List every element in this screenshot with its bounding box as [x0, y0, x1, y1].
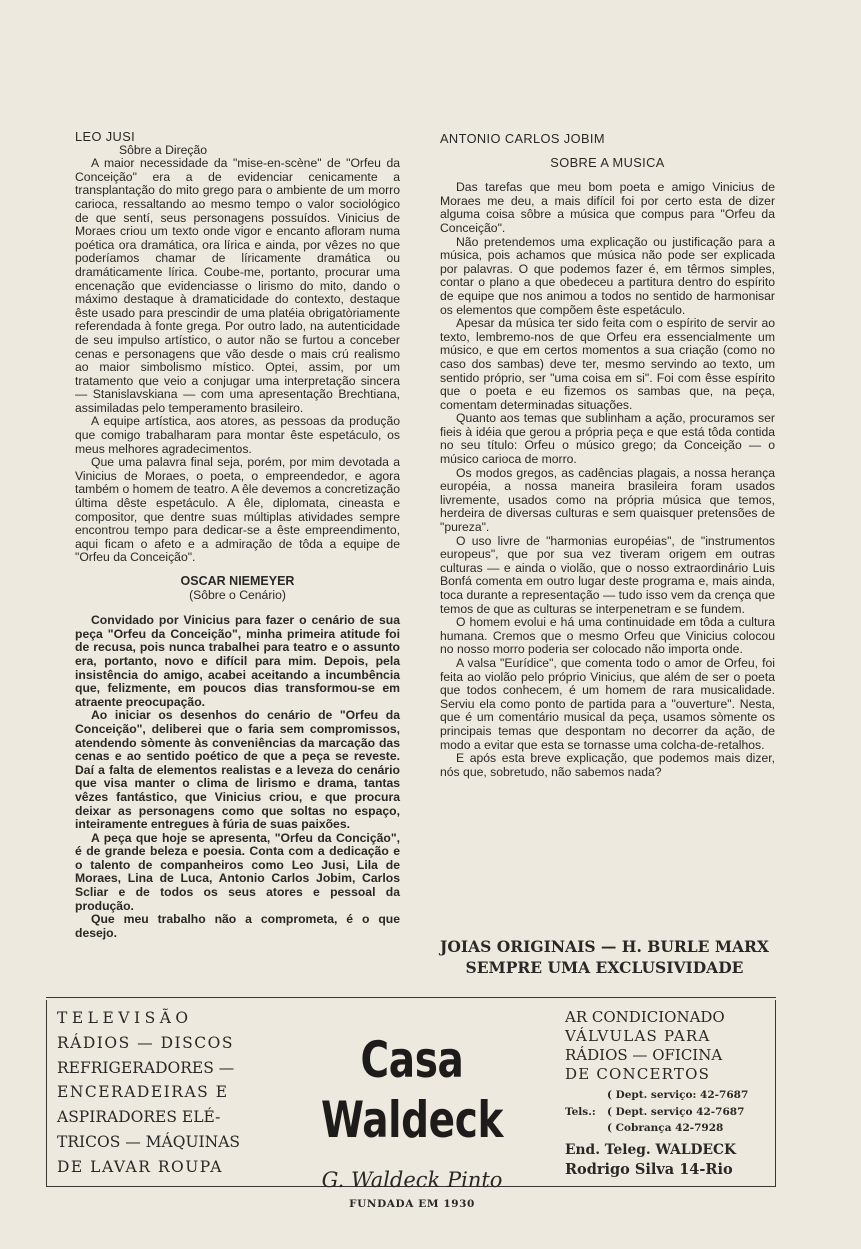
niemeyer-text — [75, 614, 400, 940]
paragraph: A maior necessidade da "mise-en-scène" de "Orfeu da Conceição" era a de evidenciar cenicamente a transplantação do mito grego para o ambiente de um morro carioca, ressaltando ao mesmo tempo o valor sociológico de que sentí, seus personagens possuídos. Vinicius de Moraes criou um texto onde vigor e encanto afloram numa poética ora dramática, ora lírica e ainda, por vêzes no que poderíamos chamar de líricamente dramática ou dramáticamente lírica. Coube-me, portanto, procurar uma encenação que evidenciasse o lirismo do mito, dando o máximo destaque à dramaticidade do contexto, destaque êste usado para prescindir de uma platéia obrigatòriamente referendada à fonte grega. Por outro lado, na autenticidade de seu impulso artístico, o autor não se furtou a conceber cenas e personagens que vão desde o mais crú realismo ao maior simbolismo místico. Optei, assim, por um tratamento que veio a conjugar uma interpretação sincera — Stanislavskiana — com uma apresentação Brechtiana, assimiladas pelo temperamento brasileiro. — [75, 156, 400, 415]
ad-line: DE LAVAR ROUPA — [57, 1157, 223, 1176]
paragraph: Que uma palavra final seja, porém, por mim devotada a Vinicius de Moraes, o poeta, o empreendedor, e agora também o homem de teatro. A êle devemos a concretização última dêste espetáculo. A êle, diplomata, cineasta e compositor, que dentre suas múltiplas atividades sempre encontrou tempo para dedicar-se a êste empreendimento, aqui ficam o afeto e a admiração de tôda a equipe de "Orfeu da Conceição". — [75, 455, 400, 565]
author-jobim: ANTONIO CARLOS JOBIM — [440, 131, 605, 146]
paragraph: O uso livre de "harmonias européias", de "instrumentos europeus", que por sua vez tiveram origem em outras culturas — e ainda o violão, que o nosso extraordinário Luis Bonfá comenta em outro lugar deste programa e, mais ainda, toca durante a representação — tudo isso vem da crença que temos de que as culturas se interpenetram e se fundem. — [440, 533, 775, 616]
phone-row — [565, 1104, 770, 1121]
left-column — [75, 130, 400, 940]
ad-line: ASPIRADORES ELÉ- — [57, 1108, 221, 1127]
ad-line: VÁLVULAS PARA — [565, 1027, 711, 1045]
casa-waldeck-logo: Casa Waldeck — [320, 1031, 504, 1149]
author-leo-jusi: LEO JUSI — [75, 129, 136, 144]
topic-cenario: (Sôbre o Cenário) — [189, 587, 286, 602]
ad-line: TELEVISÃO — [57, 1009, 193, 1027]
paragraph: A peça que hoje se apresenta, "Orfeu da Concição", é de grande beleza e poesia. Conta com a dedicação e o talento de companheiros como Leo Jusi, Lila de Moraes, Lina de Luca, Antonio Carlos Jobim, Carlos Scliar e de todos os seus atores e pessoal da produção. — [75, 830, 400, 913]
paragraph: A equipe artística, aos atores, as pessoas da produção que comigo trabalharam para montar êste espetáculo, os meus melhores agradecimentos. — [75, 414, 400, 456]
paragraph: Os modos gregos, as cadências plagais, a nossa herança européia, a nossa maneira brasileira foram usados livremente, usados como na própria música que temos, herdeira de diversas culturas e sem quaisquer pretensões de "pureza". — [440, 465, 775, 535]
telegraph-address: End. Teleg. WALDECK — [565, 1141, 737, 1158]
phone-list — [565, 1087, 770, 1137]
paragraph: O homem evolui e há uma continuidade em tôda a cultura humana. Cremos que o mesmo Orfeu que Vinicius colocou no nosso morro poderia ser colocado não importa onde. — [440, 615, 775, 657]
phone-number: ( Cobrança 42-7928 — [607, 1122, 724, 1134]
founded-year: FUNDADA EM 1930 — [349, 1198, 475, 1210]
burle-line-2: SEMPRE UMA EXCLUSIVIDADE — [465, 958, 744, 977]
street-address: Rodrigo Silva 14-Rio — [565, 1160, 733, 1178]
tels-label: Tels.: — [565, 1105, 596, 1118]
tel-spacer — [565, 1087, 607, 1104]
ad-line: DE CONCERTOS — [565, 1065, 711, 1083]
owner-signature: G. Waldeck Pinto — [321, 1168, 503, 1192]
ad-products-list — [57, 1006, 257, 1180]
casa-waldeck-ad — [46, 1000, 776, 1210]
phone-row — [565, 1120, 770, 1137]
topic-musica: SOBRE A MUSICA — [550, 154, 665, 170]
ad-services — [565, 1008, 770, 1179]
phone-number: ( Dept. serviço 42-7687 — [607, 1105, 745, 1118]
paragraph: Não pretendemos uma explicação ou justificação para a música, pois achamos que música não pode ser explicada por palavras. O que podemos fazer é, em têrmos simples, contar o plano a que obedeceu a partitura dentro do espírito de equipe que nos animou a todos no sentido de harmonisar os elementos que compõem êste espetáculo. — [440, 234, 775, 317]
tel-spacer — [565, 1120, 607, 1137]
ad-line: TRICOS — MÁQUINAS — [57, 1132, 241, 1151]
phone-number: ( Dept. serviço: 42-7687 — [607, 1089, 749, 1101]
ad-top-rule — [46, 997, 776, 998]
paragraph: Ao iniciar os desenhos do cenário de "Orfeu da Conceição", deliberei que o faria sem compromissos, atendendo sòmente às conveniências da marcação das cenas e ao sentido poético de que a peça se reveste. Daí a falta de elementos realistas e a leveza do cenário que visa manter o clima de lirismo e drama, tantas vêzes fantástico, que Vinicius criou, e que procura deixar as personagens como que soltas no espaço, inteiramente entregues à fúria de suas paixões. — [75, 708, 400, 832]
paragraph: Das tarefas que meu bom poeta e amigo Vinicius de Moraes me deu, a mais difícil foi por certo esta de dizer alguma coisa sôbre a música que compus para "Orfeu da Conceição". — [440, 180, 775, 235]
paragraph: Apesar da música ter sido feita com o espírito de servir ao texto, lembremo-nos de que Orfeu era essencialmente um músico, e que em certos momentos a sua criação (como no caso dos sambas) deve ter, mesmo servindo ao texto, um sentido próprio, ser "uma coisa em si". Foi com êsse espírito que o poeta e eu fizemos os sambas que, na peça, comentam determinadas situações. — [440, 316, 775, 412]
phone-row — [565, 1087, 770, 1104]
paragraph: E após esta breve explicação, que podemos mais dizer, nós que, sobretudo, não sabemos nada? — [440, 751, 775, 779]
ad-line: ENCERADEIRAS E — [57, 1083, 229, 1102]
ad-brand — [262, 1030, 562, 1210]
burle-marx-ad — [432, 936, 777, 978]
topic-direcao: Sôbre a Direção — [119, 142, 208, 157]
ad-line: AR CONDICIONADO — [565, 1008, 725, 1026]
paragraph: Quanto aos temas que sublinham a ação, procuramos ser fieis à idéia que gerou a própria peça e que está tôda contida no seu título: Orfeu o músico grego; da Conceição — o músico carioca de morro. — [440, 411, 775, 467]
ad-line: RÁDIOS — OFICINA — [565, 1046, 723, 1064]
ad-line: REFRIGERADORES — — [57, 1058, 235, 1077]
paragraph: Que meu trabalho não a comprometa, é o que desejo. — [75, 912, 400, 940]
paragraph: Convidado por Vinicius para fazer o cenário de sua peça "Orfeu da Conceição", minha primeira atitude foi de recusa, pois nunca trabalhei para teatro e o assunto era, portanto, novo e difícil para mim. Depois, pela insistência do amigo, acabei aceitando a incumbência que, felizmente, em poucos dias transformou-se em atraente preocupação. — [75, 613, 400, 709]
author-oscar-niemeyer: OSCAR NIEMEYER — [180, 574, 295, 588]
burle-line-1: JOIAS ORIGINAIS — H. BURLE MARX — [440, 937, 769, 956]
paragraph: A valsa "Eurídice", que comenta todo o amor de Orfeu, foi feita ao violão pelo próprio Vinicius, que além de ser o poeta que todos conhecem, é um homem de rara musicalidade. Serviu ela como ponto de partida para a "ouverture". Nesta, que é um comentário musical da peça, usamos sòmente os principais temas que despontam no decorrer da ação, de modo a evitar que esta se tornasse uma colcha-de-retalhos. — [440, 655, 775, 752]
ad-line: RÁDIOS — DISCOS — [57, 1033, 234, 1052]
right-column — [440, 132, 775, 779]
